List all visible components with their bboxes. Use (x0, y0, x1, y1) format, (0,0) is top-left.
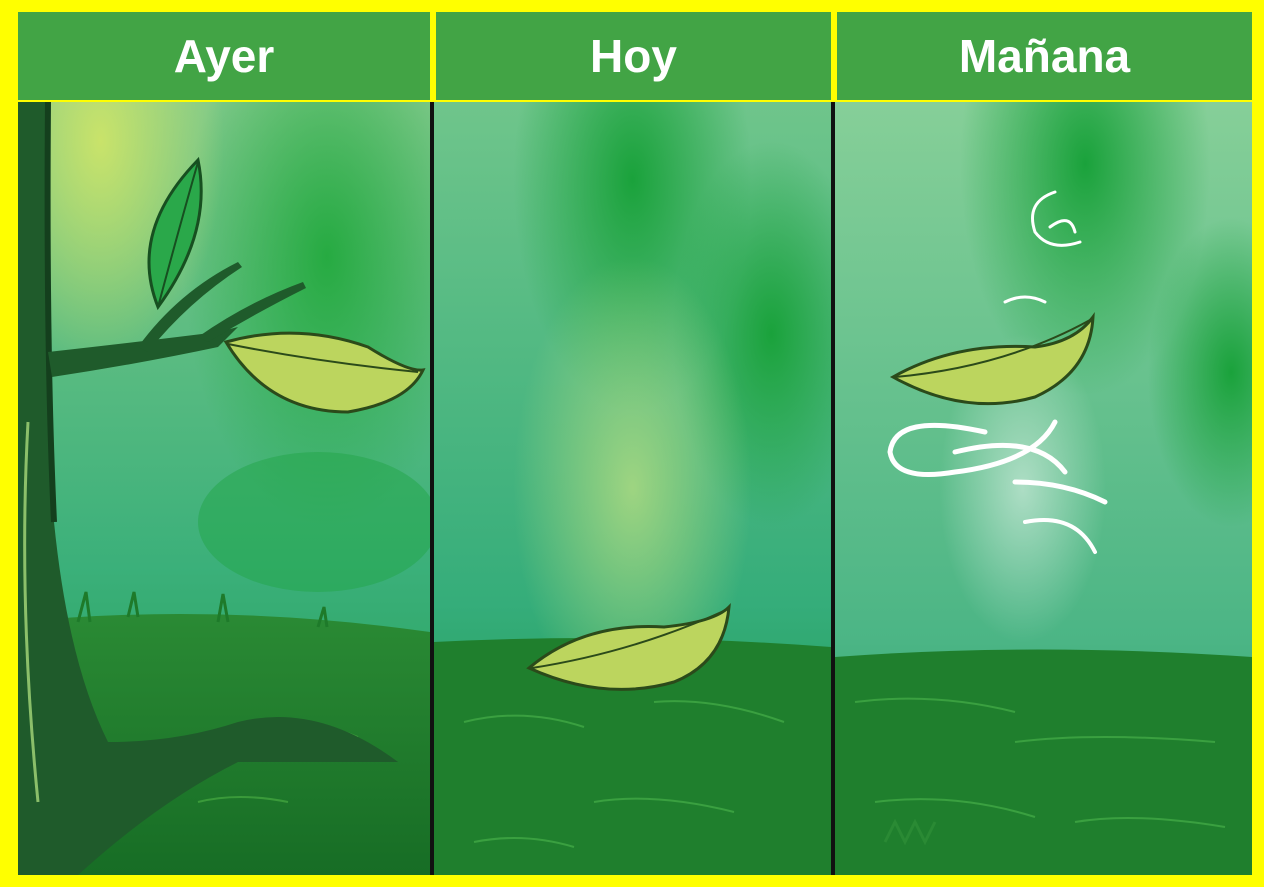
panel-title-hoy: Hoy (590, 30, 677, 82)
header-ayer (18, 12, 430, 100)
panel-hoy (434, 102, 831, 875)
panel-ayer (18, 102, 430, 875)
header-manana (837, 12, 1252, 100)
header-divider (831, 12, 835, 102)
panel-manana (835, 102, 1252, 875)
header-divider (430, 12, 434, 102)
panel-title-manana: Mañana (958, 30, 1131, 82)
header-hoy (436, 12, 831, 100)
panel-title-ayer: Ayer (173, 30, 275, 82)
